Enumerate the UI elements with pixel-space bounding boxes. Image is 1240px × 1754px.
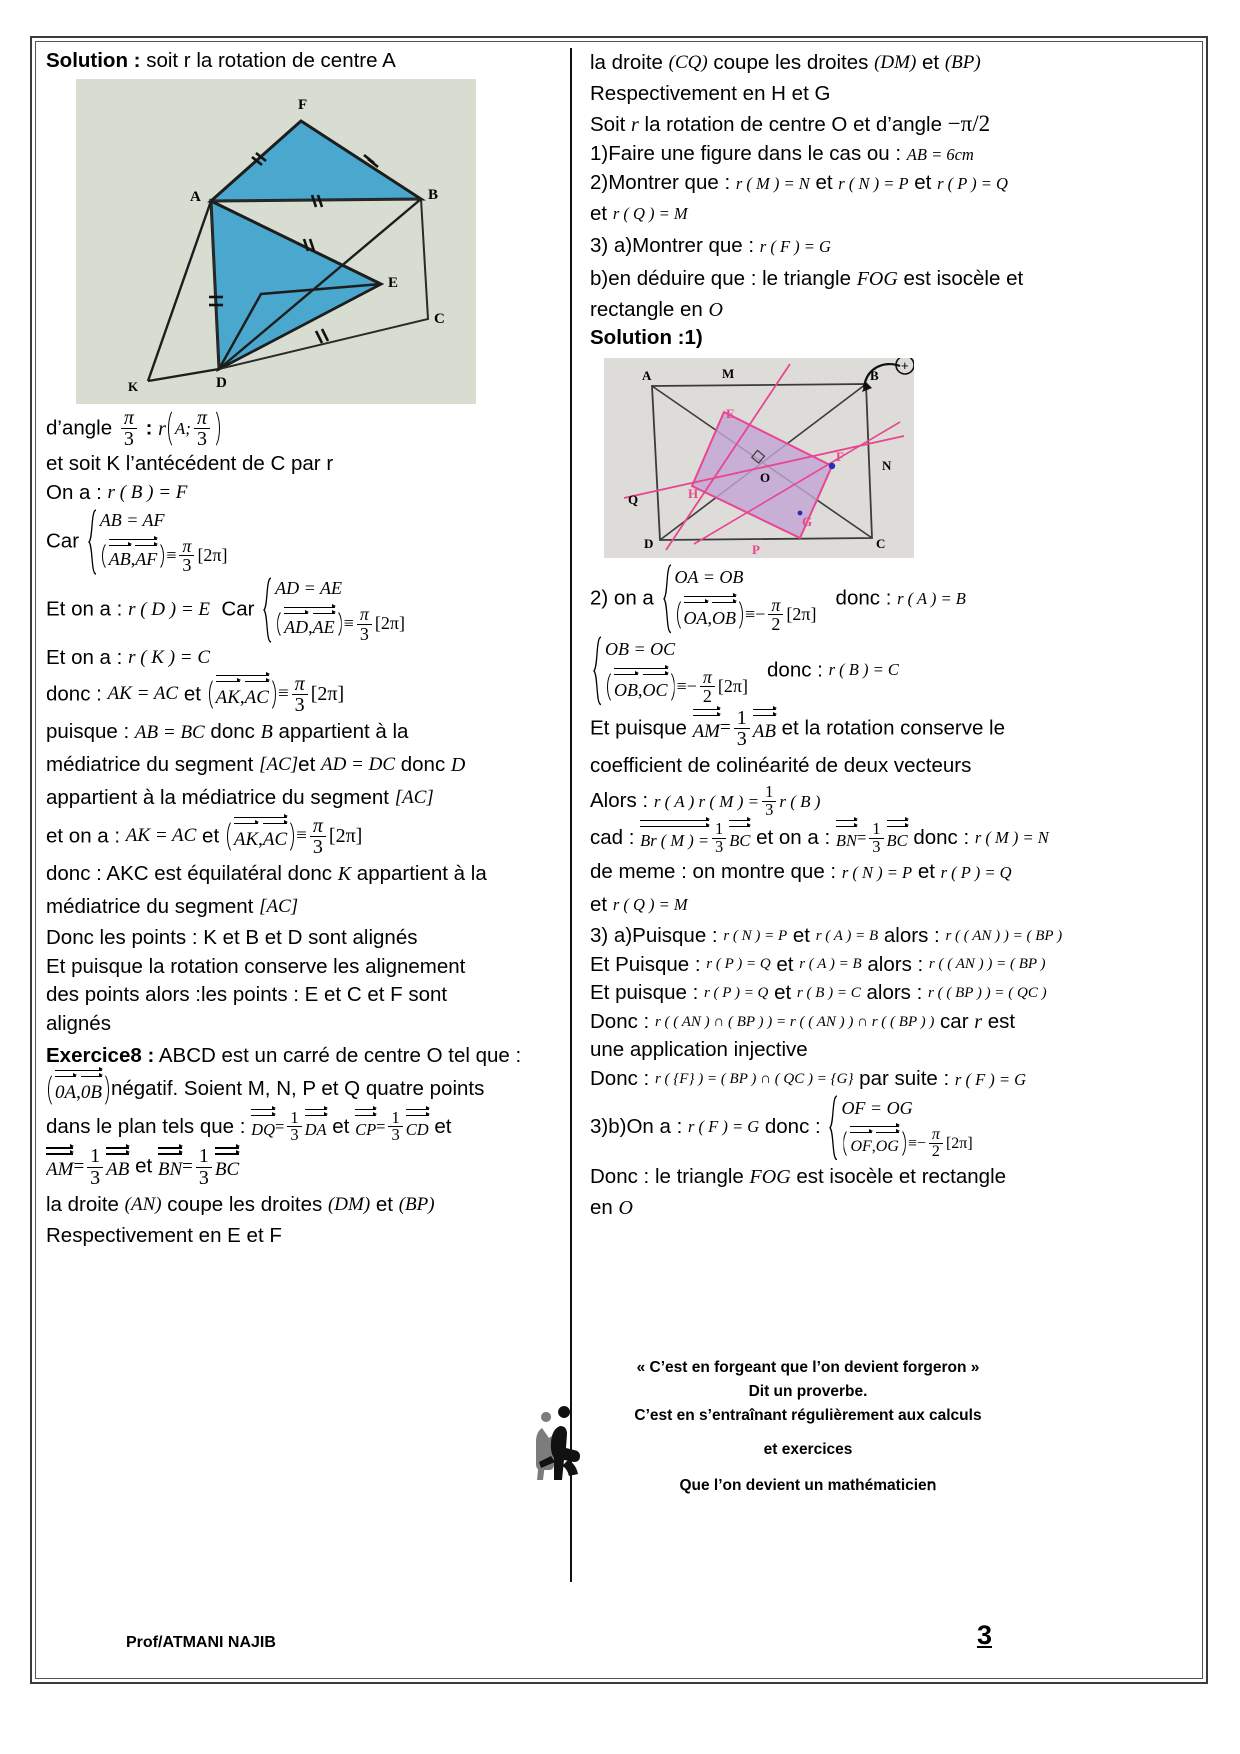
eq-cad-rhs: BC bbox=[729, 827, 750, 854]
puisque-label: puisque : bbox=[46, 720, 130, 744]
par-suite: par suite : bbox=[859, 1067, 950, 1091]
line-q3b-3 bbox=[590, 297, 1216, 324]
line-dememe-2 bbox=[590, 890, 1216, 921]
eq-dm-right: (DM) bbox=[874, 52, 917, 74]
figure2-label-P: P bbox=[752, 542, 760, 558]
eq-am-rhs: AB bbox=[106, 1154, 129, 1185]
donc-inter-r: r bbox=[974, 1010, 983, 1033]
mediatrice-et: et bbox=[298, 753, 316, 777]
solution1-label: Solution :1) bbox=[590, 326, 703, 350]
etona-rd-label: Et on a : bbox=[46, 597, 123, 621]
eq-3a2-ra: r ( A ) = B bbox=[799, 956, 862, 973]
eq-ak-vec1: AK bbox=[216, 682, 240, 713]
eq-rm-n: r ( M ) = N bbox=[974, 827, 1049, 847]
eq-rq-m: r ( Q ) = M bbox=[612, 895, 688, 915]
eq-alors-num: 1 bbox=[765, 782, 774, 802]
solution-rest: soit r la rotation de centre A bbox=[140, 49, 396, 72]
l3a3-alors: alors : bbox=[866, 981, 923, 1005]
line-exercice-text3: dans le plan tels que : DQ = $\frac{1}{3}$ DA et CP = $\frac{1}{3}$ CD et bbox=[46, 1107, 452, 1145]
eq-cad-num: 1 bbox=[715, 818, 724, 838]
quote-line-5: Que l’on devient un mathématicieո bbox=[679, 1477, 937, 1495]
line-am-bn: AM = $\frac{1}{3}$ AB et BN = $\frac{1}{3}$ BC bbox=[46, 1145, 240, 1189]
l3b-ona: 3)b)On a : bbox=[590, 1114, 683, 1138]
eq-ak: AK = AC bbox=[107, 683, 179, 705]
eq-dq-rhs: DA bbox=[305, 1116, 327, 1143]
dememe-et: et bbox=[917, 860, 935, 884]
figure2-label-F: F bbox=[836, 449, 844, 465]
eq-bn-rhs: BC bbox=[215, 1154, 239, 1185]
car2-label: Car bbox=[221, 597, 255, 621]
eq-bn-lhs: BN bbox=[158, 1154, 182, 1185]
mediatrice-donc: donc bbox=[400, 753, 446, 777]
exercice8-label: Exercice8 : bbox=[46, 1044, 155, 1068]
brace-3 bbox=[662, 564, 673, 634]
eq-ak2-vec2: AC bbox=[263, 824, 287, 855]
brace-4 bbox=[592, 636, 603, 706]
line-2-ona: 2) on a OA = OB OA,OB ≡− $\frac{\pi}{2}$ [2π] donc : r ( A ) = B bbox=[590, 564, 1216, 634]
l3b-donc: donc : bbox=[764, 1114, 821, 1138]
eq-cp-num: 1 bbox=[391, 1107, 400, 1127]
eq-dq-den: 3 bbox=[287, 1126, 301, 1144]
sys3-tail: [2π] bbox=[945, 1134, 973, 1152]
puisque-am-2: et la rotation conserve le bbox=[781, 715, 1006, 739]
line-antecedent: et soit K l’antécédent de C par r bbox=[46, 452, 334, 476]
line-q3a bbox=[590, 231, 1216, 262]
r-eq-am-rhs: AB bbox=[753, 716, 776, 747]
etona-rk-label: Et on a : bbox=[46, 645, 123, 669]
figure2-label-Q: Q bbox=[628, 492, 639, 508]
proverb-quote bbox=[598, 1356, 1018, 1498]
concl-1: Donc : le triangle bbox=[590, 1165, 744, 1189]
exercice8-text2: négatif. Soient M, N, P et Q quatre points bbox=[110, 1077, 485, 1101]
line-alors bbox=[590, 784, 1216, 819]
eq-fog2: FOG bbox=[749, 1166, 791, 1189]
sys2-tail: [2π] bbox=[717, 676, 748, 697]
eq-rd: r ( D ) = E bbox=[128, 598, 211, 620]
car2-tail: [2π] bbox=[374, 613, 405, 634]
brace-5 bbox=[828, 1095, 839, 1161]
eq-ac1: [AC] bbox=[259, 754, 299, 776]
figure2-label-N: N bbox=[882, 458, 892, 474]
soit-r-1: Soit bbox=[590, 113, 626, 137]
line-3a-3 bbox=[590, 980, 1216, 1007]
l3a3-puisque: Et puisque : bbox=[590, 981, 699, 1005]
eq-cp-lhs: CP bbox=[355, 1116, 376, 1143]
eq-3a-rn: r ( N ) = P bbox=[723, 927, 788, 944]
eq-fog: FOG bbox=[856, 268, 898, 291]
plus-badge-text: + bbox=[901, 358, 909, 374]
figure1-label-E: E bbox=[388, 274, 399, 291]
donc-inter-est: est bbox=[987, 1009, 1016, 1033]
line-et-on-a-2: et on a : AK = AC et AK,AC ≡ $\frac{\pi}{3}$ [2π] bbox=[46, 814, 363, 858]
donc-akc-2: appartient à la bbox=[356, 862, 487, 886]
eq-alors-lhs: r ( A ) r ( M ) = bbox=[653, 791, 760, 811]
droite-an-1: la droite bbox=[46, 1193, 119, 1217]
donc-inter-label: Donc : bbox=[590, 1009, 650, 1033]
figure1-label-K: K bbox=[128, 378, 139, 394]
line-3a-2 bbox=[590, 952, 1216, 979]
cad-et: et on a : bbox=[756, 825, 831, 849]
eq-cq: (CQ) bbox=[668, 52, 708, 74]
eq-ak-et: et bbox=[183, 681, 201, 705]
sys2-vec2: OC bbox=[643, 675, 668, 704]
eq-rb-c: r ( B ) = C bbox=[828, 660, 899, 680]
line-alignes-3: des points alors :les points : E et C et F sont bbox=[46, 983, 448, 1007]
car1-row1: AB = AF bbox=[99, 509, 165, 530]
eq-alors-rhs: r ( B ) bbox=[779, 791, 821, 811]
line-cad: cad : Br ( M ) = $\frac{1}{3}$ BC et on a : BN = $\frac{1}{3}$ BC donc : r ( M ) = N bbox=[590, 818, 1049, 856]
eq-ac3: [AC] bbox=[259, 896, 299, 918]
eq-3a2-res: r ( ( AN ) ) = ( BP ) bbox=[928, 956, 1046, 973]
eq-rn-p: r ( N ) = P bbox=[841, 862, 913, 882]
line-alignes-1: Donc les points : K et B et D sont alignés bbox=[46, 925, 418, 949]
car2-row1: AD = AE bbox=[275, 577, 342, 598]
soit-r-r: r bbox=[631, 114, 639, 137]
document-page bbox=[30, 36, 1208, 1684]
r-eq-bn-den: 3 bbox=[869, 838, 883, 856]
line-alignes-4: alignés bbox=[46, 1011, 111, 1035]
eq-cp-den: 3 bbox=[388, 1126, 402, 1144]
line-et-on-a-rd: Et on a : r ( D ) = E Car AD = AE AD,AE ≡ $\frac{\pi}{3}$ [2π] bbox=[46, 577, 405, 644]
line-donc-akc-3 bbox=[46, 892, 546, 923]
r-eq-bn-rhs: BC bbox=[887, 827, 908, 854]
quote-line-4: et exercices bbox=[763, 1441, 853, 1459]
line-une-appl: une application injective bbox=[590, 1038, 808, 1062]
r-eq-bn-num: 1 bbox=[872, 818, 881, 838]
droite-an-3: et bbox=[375, 1193, 393, 1217]
people-silhouette-icon bbox=[524, 1394, 594, 1484]
eq-k: K bbox=[337, 863, 352, 886]
eq-dq-et: et bbox=[332, 1114, 350, 1138]
line-puisque-am: Et puisque AM = $\frac{1}{3}$ AB et la rotation conserve le bbox=[590, 706, 1006, 750]
l3a2-alors: alors : bbox=[867, 952, 924, 976]
brace-1 bbox=[87, 509, 98, 575]
droite-an-2: coupe les droites bbox=[167, 1193, 323, 1217]
exercice8-text3: dans le plan tels que : bbox=[46, 1114, 246, 1138]
line-coeff: coefficient de colinéarité de deux vecteurs bbox=[590, 754, 972, 778]
eq-3a3-rp: r ( P ) = Q bbox=[703, 984, 769, 1001]
figure2-label-B: B bbox=[870, 368, 879, 384]
line-donc-f bbox=[590, 1066, 1216, 1093]
footer-author: Prof/ATMANI NAJIB bbox=[126, 1634, 276, 1651]
line-mediatrice-1 bbox=[46, 750, 546, 781]
eq-ab6: AB = 6cm bbox=[906, 145, 974, 165]
line-donc-inter bbox=[590, 1009, 1216, 1036]
angle-num: π bbox=[123, 406, 134, 429]
solution1-heading bbox=[590, 325, 1216, 352]
puisque-am-1: Et puisque bbox=[590, 715, 687, 739]
eq-3a-res: r ( ( AN ) ) = ( BP ) bbox=[945, 927, 1063, 944]
eq-3b-rf: r ( F ) = G bbox=[688, 1117, 760, 1137]
exercice-vec2: 0B bbox=[81, 1077, 102, 1108]
eq-am-den: 3 bbox=[87, 1167, 103, 1188]
line-dememe bbox=[590, 857, 1216, 888]
eq-rp-q: r ( P ) = Q bbox=[940, 862, 1012, 882]
line-alignes-2: Et puisque la rotation conserve les alignement bbox=[46, 954, 466, 978]
q2-et1: et bbox=[815, 170, 833, 194]
left-solution-heading bbox=[46, 48, 546, 75]
line-et-on-a-rk bbox=[46, 645, 546, 672]
figure1-label-C: C bbox=[434, 310, 445, 327]
footer-page-number: 3 bbox=[976, 1620, 992, 1650]
eq-ac2: [AC] bbox=[394, 787, 434, 809]
line-exercice-vecs: 0A,0B négatif. Soient M, N, P et Q quatre points bbox=[46, 1072, 546, 1108]
sys1-vec2: OB bbox=[712, 603, 736, 632]
concl-2: est isocèle et rectangle bbox=[796, 1165, 1007, 1189]
eq-cad-lhs: Br ( M ) = bbox=[640, 827, 709, 854]
eq-donc-inter: r ( ( AN ) ∩ ( BP ) ) = r ( ( AN ) ) ∩ r ( ( BP ) ) bbox=[654, 1013, 935, 1030]
line-puisque-ab-bc bbox=[46, 717, 546, 748]
donc-f-label: Donc : bbox=[590, 1067, 650, 1091]
eq-rq: r ( Q ) = M bbox=[612, 203, 688, 223]
car-system-1: Car AB = AF AB,AF ≡ $\frac{\pi}{3}$ [2π] bbox=[46, 509, 228, 576]
solution-label: Solution : bbox=[46, 49, 141, 72]
appartient-label: appartient à la médiatrice du segment bbox=[46, 785, 390, 809]
eq-rp: r ( P ) = Q bbox=[937, 173, 1008, 193]
line-resp-ef: Respectivement en E et F bbox=[46, 1223, 282, 1247]
line-3a-1 bbox=[590, 923, 1216, 950]
q2-label: 2)Montrer que : bbox=[590, 170, 731, 194]
r-eq-bn-lhs: BN bbox=[836, 827, 857, 854]
quote-line-1: « C’est en forgeant que l’on devient forgeron » bbox=[636, 1359, 980, 1376]
q3b-3: rectangle en bbox=[590, 297, 703, 321]
line-q2 bbox=[590, 170, 1216, 197]
dememe-label: de meme : on montre que : bbox=[590, 860, 837, 884]
q3a-label: 3) a)Montrer que : bbox=[590, 234, 755, 258]
eq-rf: r ( F ) = G bbox=[759, 236, 831, 256]
angle-prefix: d’angle bbox=[46, 415, 113, 439]
eq-an: (AN) bbox=[124, 1194, 162, 1216]
eq-bp-left: (BP) bbox=[398, 1194, 435, 1216]
line-soit-r bbox=[590, 109, 1216, 139]
eq-rk: r ( K ) = C bbox=[128, 647, 211, 669]
eq-b: B bbox=[260, 721, 273, 744]
sys1-row1: OA = OB bbox=[674, 567, 744, 588]
eq-ak2-tail: [2π] bbox=[328, 825, 363, 848]
line-2-sys2: OB = OC OB,OC ≡− $\frac{\pi}{2}$ [2π] donc : r ( B ) = C bbox=[590, 636, 1216, 706]
brace-2 bbox=[262, 577, 273, 643]
l3a-puisque: 3) a)Puisque : bbox=[590, 923, 718, 947]
rotation-direction-badge bbox=[856, 358, 914, 400]
line-3b: 3)b)On a : r ( F ) = G donc : OF = OG OF,OG ≡− $\frac{\pi}{2}$ [2π] bbox=[590, 1095, 1216, 1161]
eq-ak-tail: [2π] bbox=[310, 683, 345, 706]
eq-ak2-vec1: AK bbox=[234, 824, 258, 855]
eq-bp-right: (BP) bbox=[944, 52, 981, 74]
figure2-label-G: G bbox=[802, 514, 813, 530]
line-q3b bbox=[590, 264, 1216, 295]
eq-3a2-rp: r ( P ) = Q bbox=[706, 956, 771, 973]
eq-ak2-et: et bbox=[202, 823, 220, 847]
figure2-label-D: D bbox=[644, 536, 654, 552]
r-eq-am-lhs: AM bbox=[693, 716, 720, 747]
figure1-label-F: F bbox=[298, 96, 308, 113]
q3b-2: est isocèle et bbox=[903, 267, 1024, 291]
eq-cp-rhs: CD bbox=[406, 1116, 429, 1143]
eq-ak2: AK = AC bbox=[125, 825, 197, 847]
eq-rn: r ( N ) = P bbox=[838, 173, 909, 193]
angle-den: 3 bbox=[121, 428, 137, 449]
eq-alors-den: 3 bbox=[762, 801, 776, 819]
eq-dm-left: (DM) bbox=[327, 1194, 371, 1216]
donc-ak-label: donc : bbox=[46, 681, 102, 705]
line-cq bbox=[590, 48, 1216, 79]
eq-d: D bbox=[450, 754, 466, 777]
car2-vec1: AD bbox=[284, 614, 308, 639]
cad-donc: donc : bbox=[913, 825, 970, 849]
donc-inter-car: car bbox=[940, 1009, 969, 1033]
column-divider bbox=[570, 48, 572, 1582]
cq-3: et bbox=[922, 51, 940, 74]
eq-cad-den: 3 bbox=[712, 838, 726, 856]
figure1-label-A: A bbox=[190, 188, 201, 205]
line-on-a-rb bbox=[46, 480, 546, 507]
line2-donc: donc : bbox=[835, 586, 892, 610]
line-conclusion-3 bbox=[590, 1195, 1216, 1222]
q2-et2: et bbox=[914, 170, 932, 194]
q2-et3: et bbox=[590, 201, 608, 225]
eq-ak-vec2: AC bbox=[245, 682, 269, 713]
eq-bn-num: 1 bbox=[198, 1145, 209, 1168]
eq-3a3-rb: r ( B ) = C bbox=[796, 984, 861, 1001]
line-q1 bbox=[590, 141, 1216, 168]
eq-dq-num: 1 bbox=[290, 1107, 299, 1127]
sys1-tail: [2π] bbox=[786, 604, 817, 625]
eq-o2: O bbox=[618, 1197, 633, 1220]
puisque-tail: appartient à la bbox=[278, 720, 409, 744]
eq-o: O bbox=[708, 298, 723, 321]
figure1-label-D: D bbox=[216, 374, 227, 391]
etona2-label: et on a : bbox=[46, 823, 121, 847]
cad-label: cad : bbox=[590, 825, 635, 849]
r-eq-am-num: 1 bbox=[736, 706, 747, 729]
line-resp-hg: Respectivement en H et G bbox=[590, 81, 831, 105]
l3a2-puisque: Et Puisque : bbox=[590, 952, 701, 976]
l3a3-et: et bbox=[774, 981, 792, 1005]
cq-2: coupe les droites bbox=[713, 51, 869, 74]
angle-colon: : bbox=[145, 415, 153, 439]
eq-3a-ra: r ( A ) = B bbox=[815, 927, 879, 944]
donc-akc-3: médiatrice du segment bbox=[46, 895, 254, 919]
soit-r-2: la rotation de centre O et d’angle bbox=[644, 113, 942, 137]
line-droite-an bbox=[46, 1190, 546, 1221]
figure2-label-E: E bbox=[726, 406, 735, 422]
eq-dq-lhs: DQ bbox=[251, 1116, 275, 1143]
eq-rb: r ( B ) = F bbox=[107, 482, 188, 504]
car1-tail: [2π] bbox=[197, 545, 228, 566]
left-column bbox=[46, 48, 546, 1608]
eq-ra-b: r ( A ) = B bbox=[897, 588, 966, 608]
exercice-vec1: 0A bbox=[55, 1077, 76, 1108]
eq-cp-et: et bbox=[434, 1114, 452, 1138]
figure-square-rotation bbox=[604, 358, 914, 558]
eq-donc-f: r ( {F} ) = ( BP ) ∩ ( QC ) = {G} bbox=[654, 1070, 854, 1087]
quote-line-2: Dit un proverbe. bbox=[748, 1383, 868, 1401]
car1-label: Car bbox=[46, 529, 80, 553]
figure-rotation-triangles bbox=[76, 79, 476, 404]
angle-arg-a: A; bbox=[174, 418, 191, 438]
eq-am-et: et bbox=[135, 1154, 153, 1178]
l3a2-et: et bbox=[776, 952, 794, 976]
exercice8-heading bbox=[46, 1043, 546, 1070]
eq-rf-g: r ( F ) = G bbox=[954, 1069, 1027, 1089]
line2-ona-label: 2) on a bbox=[590, 586, 654, 610]
eq-am-lhs: AM bbox=[46, 1154, 73, 1185]
line-conclusion bbox=[590, 1162, 1216, 1193]
line-q2-cont bbox=[590, 199, 1216, 230]
eq-am-num: 1 bbox=[90, 1145, 101, 1168]
page-footer bbox=[46, 1612, 1192, 1670]
sys3-row1: OF = OG bbox=[841, 1097, 913, 1118]
q3b-1: b)en déduire que : le triangle bbox=[590, 267, 851, 291]
ona-label: On a : bbox=[46, 481, 102, 505]
sys3-vec2: OG bbox=[876, 1133, 899, 1159]
l3a-et: et bbox=[792, 923, 811, 947]
figure2-label-M: M bbox=[722, 366, 735, 382]
mediatrice-label: médiatrice du segment bbox=[46, 753, 254, 777]
eq-angle: −π/2 bbox=[947, 111, 991, 137]
eq-rm: r ( M ) = N bbox=[735, 173, 810, 193]
donc-akc-1: donc : AKC est équilatéral donc bbox=[46, 862, 333, 886]
line2-donc2: donc : bbox=[767, 658, 823, 682]
eq-abbc: AB = BC bbox=[134, 721, 205, 743]
car1-vec1: AB bbox=[109, 546, 131, 571]
eq-bn-den: 3 bbox=[196, 1167, 212, 1188]
line-appartient bbox=[46, 783, 546, 814]
line-donc-akc bbox=[46, 859, 546, 890]
car2-vec2: AE bbox=[313, 614, 335, 639]
eq-3a3-res: r ( ( BP ) ) = ( QC ) bbox=[928, 984, 1047, 1001]
figure2-label-H: H bbox=[688, 486, 699, 502]
figure1-label-B: B bbox=[428, 186, 439, 203]
sys1-vec1: OA bbox=[684, 603, 708, 632]
puisque-donc: donc bbox=[210, 720, 255, 744]
sys2-row1: OB = OC bbox=[605, 638, 676, 659]
line-angle: d’angle $\frac{\pi}{3}$ : r A; $\frac{\pi}{3}$ bbox=[46, 408, 546, 450]
figure2-label-A: A bbox=[642, 368, 652, 384]
r-eq-am-den: 3 bbox=[734, 728, 750, 749]
eq-addc: AD = DC bbox=[320, 754, 396, 776]
alors-label: Alors : bbox=[590, 788, 649, 812]
sys2-vec1: OB bbox=[614, 675, 638, 704]
dememe-et2: et bbox=[590, 893, 608, 917]
quote-line-3: C’est en s’entraînant régulièrement aux calculs bbox=[634, 1407, 982, 1425]
sys3-vec1: OF bbox=[850, 1133, 871, 1159]
angle-r: r bbox=[158, 417, 166, 440]
l3a-alors: alors : bbox=[883, 923, 940, 947]
concl-3: en bbox=[590, 1196, 613, 1220]
line-donc-ak: donc : AK = AC et AK,AC ≡ $\frac{\pi}{3}$ [2π] bbox=[46, 672, 345, 716]
figure2-label-O: O bbox=[760, 470, 771, 486]
car1-vec2: AF bbox=[135, 546, 157, 571]
exercice8-text1: ABCD est un carré de centre O tel que : bbox=[154, 1044, 522, 1068]
figure2-label-C: C bbox=[876, 536, 886, 552]
q1-label: 1)Faire une figure dans le cas ou : bbox=[590, 142, 902, 166]
cq-1: la droite bbox=[590, 51, 663, 74]
figure1-svg bbox=[76, 79, 476, 404]
